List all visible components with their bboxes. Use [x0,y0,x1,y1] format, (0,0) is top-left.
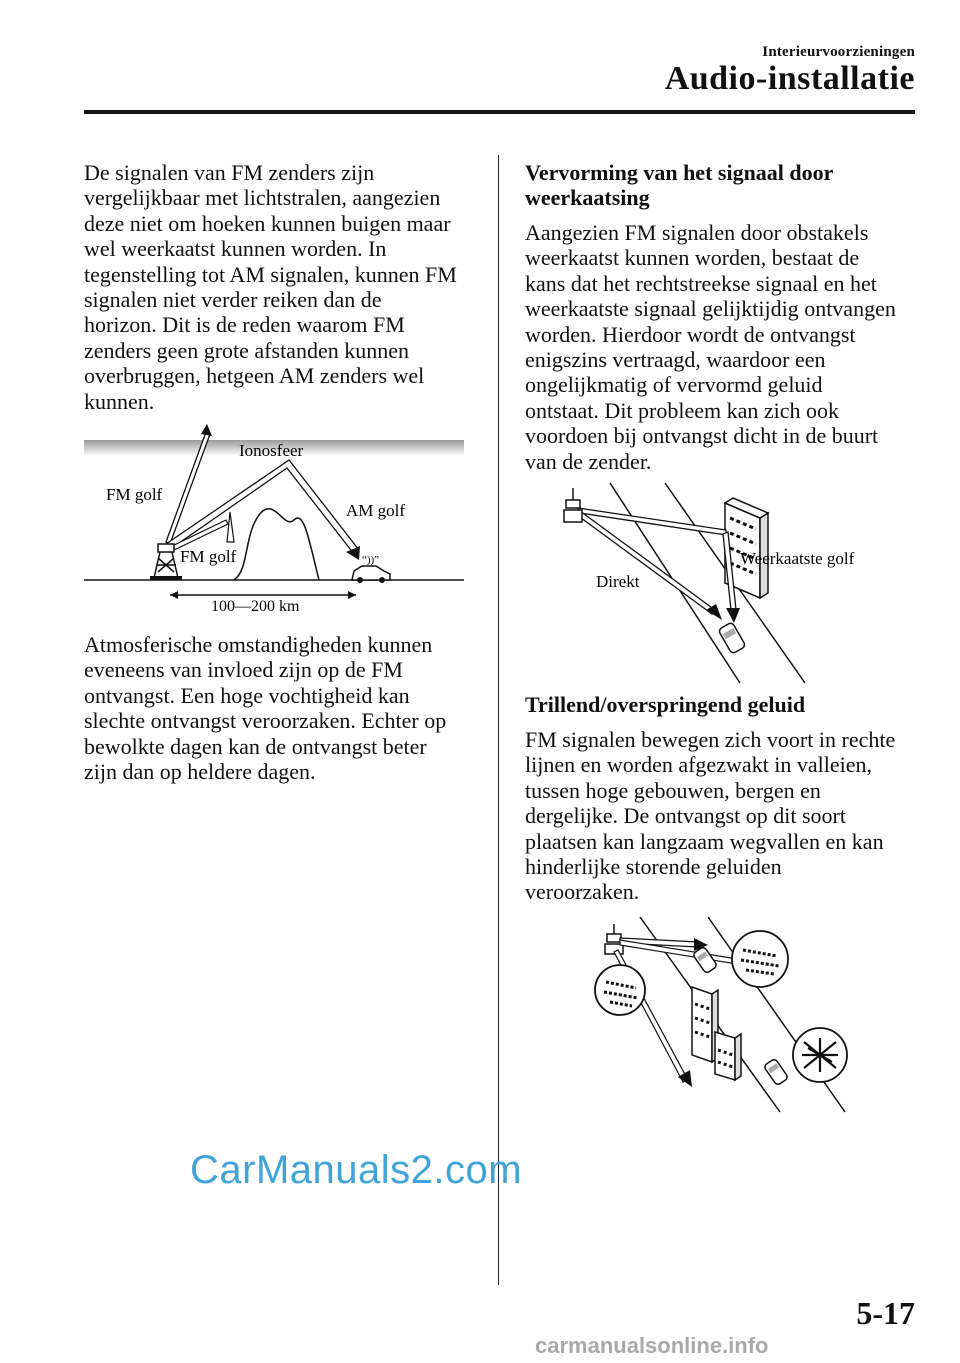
watermark-center: CarManuals2.com [190,1148,523,1192]
car-icon [718,622,746,654]
heading-flutter [525,692,925,717]
transmitter-tower-icon [564,488,582,522]
text-line: kans dat het rechtstreekse signaal en het [525,270,877,296]
reflected-label: Weerkaatste golf [740,549,855,568]
heading-line: Vervorming van het signaal door [525,160,834,185]
car-icon [763,1058,788,1086]
reflection-figure [540,478,890,688]
text-line: veroorzaken. [525,879,640,905]
heading-line: weerkaatsing [525,185,650,211]
text-line: horizon. Dit is de reden waarom FM [84,312,405,338]
am-label: AM golf [346,501,406,520]
noise-bubble-icon [595,965,645,1015]
right-paragraph-2 [525,727,925,905]
fm-am-propagation-figure [84,420,469,620]
ionosphere-label: Ionosfeer [239,441,304,460]
distance-label: 100—200 km [211,598,300,615]
text-line: van de zender. [525,448,652,474]
text-line: Atmosferische omstandigheden kunnen [84,632,433,657]
flutter-figure [580,912,850,1114]
column-divider [498,155,499,1285]
sound-mark: “))” [362,554,380,566]
transmitter-tower-icon [150,544,182,580]
text-line: FM signalen bewegen zich voort in rechte [525,727,896,752]
text-line: bewolkte dagen kan de ontvangst beter [84,733,427,759]
text-line: eveneens van invloed zijn op de FM [84,657,403,683]
blocked-arrow-icon [227,512,234,542]
mountain-shape [234,509,319,580]
car-icon [692,946,717,974]
text-line: kunnen. [84,388,155,414]
text-line: slechte ontvangst veroorzaken. Echter op [84,708,447,734]
text-line: zijn dan op heldere dagen. [84,759,316,785]
noise-bubble-icon [732,931,788,987]
text-line: Aangezien FM signalen door obstakels [525,220,869,245]
heading-distortion [525,160,925,211]
heading-line: Trillend/overspringend geluid [525,692,806,717]
building-icon [692,987,741,1080]
text-line: signalen niet verder reiken dan de [84,287,382,313]
fm-upper-label: FM golf [106,485,163,504]
text-line: tegenstelling tot AM signalen, kunnen FM [84,261,457,287]
fm-lower-label: FM golf [180,547,237,566]
noise-bubble-icon [793,1028,847,1082]
page-number: 5-17 [856,1295,915,1331]
text-line: voordoen bij ontvangst dicht in de buurt [525,423,879,449]
left-paragraph-1 [84,160,484,414]
text-line: worden. Hierdoor wordt de ontvangst [525,321,856,347]
text-line: zenders geen grote afstanden kunnen [84,337,409,363]
direct-label: Direkt [596,572,640,591]
text-line: ontvangst. Een hoge vochtigheid kan [84,682,410,708]
text-line: ongelijkmatig of vervormd geluid [525,372,823,398]
arrow-head-icon [726,608,740,623]
text-line: tussen hoge gebouwen, bergen en [525,777,821,803]
text-line: enigszins vertraagd, waardoor een [525,347,826,373]
watermark-bottom: carmanualsonline.info [535,1333,769,1358]
text-line: overbruggen, hetgeen AM zenders wel [84,363,425,389]
header-rule [84,110,915,114]
right-paragraph-1 [525,220,925,474]
text-line: vergelijkbaar met lichtstralen, aangezien [84,185,441,211]
chapter-title: Audio-installatie [664,60,915,97]
text-line: weerkaatst kunnen worden, bestaat de [525,245,860,271]
text-line: plaatsen kan langzaam wegvallen en kan [525,828,884,854]
text-line: ontstaat. Dit probleem kan zich ook [525,397,840,423]
text-line: weerkaatste signaal gelijktijdig ontvangen [525,296,896,322]
text-line: wel weerkaatst kunnen worden. In [84,236,387,262]
text-line: deze niet om hoeken kunnen buigen maar [84,210,451,236]
left-paragraph-2 [84,632,484,784]
text-line: dergelijke. De ontvangst op dit soort [525,803,846,829]
text-line: De signalen van FM zenders zijn [84,160,375,185]
section-title: Interieurvoorzieningen [762,44,915,60]
text-line: hinderlijke storende geluiden [525,854,782,880]
arrow-head-icon [201,424,212,436]
text-line: lijnen en worden afgezwakt in valleien, [525,752,872,778]
